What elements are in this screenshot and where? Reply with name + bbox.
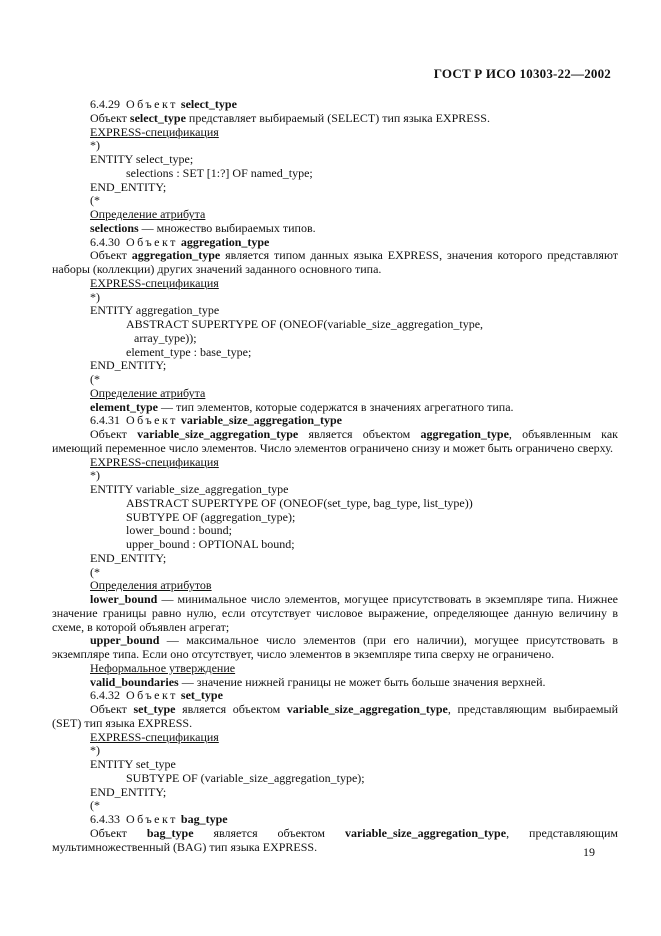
attr-label: Определение атрибута: [90, 385, 206, 400]
code-line: ABSTRACT SUPERTYPE OF (ONEOF(set_type, bag_type, list_type)): [126, 495, 473, 510]
desc-text: Объект: [90, 702, 134, 716]
desc-text: , объявленным как имеющий переменное число элементов. Число элементов ограничено снизу и может быть ограничено сверху.: [52, 427, 618, 455]
code-line: ENTITY aggregation_type: [90, 303, 220, 318]
section-description: [52, 428, 618, 456]
object-word: Объект: [126, 688, 178, 703]
informal-rule: [52, 676, 618, 690]
spec-label: EXPRESS-спецификация: [90, 124, 219, 139]
attr-definition: [52, 222, 618, 236]
code-line: *): [90, 289, 100, 304]
desc-bold: select_type: [129, 110, 186, 125]
desc-text: , представляющим выбираемый (SET) тип языка EXPRESS.: [52, 702, 619, 730]
page-number: 19: [583, 845, 595, 859]
attr-definition: [52, 593, 618, 634]
attr-label: Определения атрибутов: [90, 578, 212, 593]
desc-bold: variable_size_aggregation_type: [137, 427, 299, 441]
desc-text: является объектом: [193, 825, 345, 840]
code-line: (*: [90, 193, 100, 208]
attr-desc: — минимальное число элементов, могущее присутствовать в экземпляре типа. Нижнее значение границы равно нулю, если отсутствует числовое выражение, определяющее данную величину в схеме, в которой объявлен агрегат;: [52, 592, 618, 634]
section-number: 6.4.29: [90, 97, 120, 111]
object-word: Объект: [126, 234, 178, 249]
desc-text: является объектом: [175, 702, 287, 716]
code-line: *): [90, 743, 100, 758]
section-number: 6.4.33: [90, 812, 120, 826]
attr-name: element_type: [90, 399, 158, 414]
section-entity-name: set_type: [180, 688, 223, 703]
code-line: array_type));: [134, 330, 197, 345]
section-description: [52, 703, 618, 731]
attr-desc: — тип элементов, которые содержатся в значениях агрегатного типа.: [157, 399, 514, 414]
desc-text: Объект: [90, 427, 138, 441]
object-word: Объект: [126, 97, 178, 111]
desc-text: , представляющим мультимножественный (BAG) тип языка EXPRESS.: [52, 825, 618, 854]
section-number: 6.4.31: [90, 413, 120, 428]
code-line: END_ENTITY;: [90, 784, 167, 799]
desc-text: Объект: [90, 110, 130, 125]
object-word: Объект: [126, 413, 178, 428]
attr-desc: — множество выбираемых типов.: [138, 220, 316, 235]
attr-label: Определение атрибута: [90, 207, 206, 221]
attr-name: upper_bound: [90, 633, 160, 648]
section-description: [52, 827, 618, 855]
section-number: 6.4.30: [90, 234, 120, 249]
desc-text: Объект: [90, 825, 147, 840]
rule-desc: — значение нижней границы не может быть больше значения верхней.: [178, 674, 546, 689]
desc-bold: aggregation_type: [420, 427, 509, 441]
spec-label: EXPRESS-спецификация: [90, 454, 219, 469]
spec-label: EXPRESS-спецификация: [90, 729, 219, 744]
section-entity-name: select_type: [180, 97, 237, 111]
code-line: END_ENTITY;: [90, 550, 167, 565]
desc-text: является объектом: [298, 427, 421, 441]
code-line: SUBTYPE OF (variable_size_aggregation_type);: [126, 770, 365, 785]
desc-text: является типом данных языка EXPRESS, значения которого представляют наборы (коллекции) других значений заданного основного типа.: [52, 248, 618, 276]
section-entity-name: variable_size_aggregation_type: [180, 413, 343, 428]
document-body: [52, 98, 618, 854]
code-line: upper_bound : OPTIONAL bound;: [126, 537, 295, 551]
code-line: lower_bound : bound;: [126, 523, 232, 538]
section-entity-name: bag_type: [180, 812, 228, 826]
section-number: 6.4.32: [90, 688, 120, 703]
code-line: (*: [90, 372, 100, 386]
section-description: [52, 112, 618, 126]
section-heading-6-4-30: [52, 236, 618, 250]
object-word: Объект: [126, 812, 178, 826]
desc-text: Объект: [90, 248, 132, 263]
code-line: ENTITY set_type: [90, 757, 176, 771]
code-line: END_ENTITY;: [90, 358, 167, 373]
desc-bold: set_type: [133, 702, 176, 716]
rule-name: valid_boundaries: [90, 674, 179, 689]
code-line: (*: [90, 798, 100, 813]
attr-definition: [52, 401, 618, 415]
code-line: SUBTYPE OF (aggregation_type);: [126, 509, 296, 524]
code-line: ENTITY select_type;: [90, 152, 194, 166]
attr-definition: [52, 634, 618, 662]
section-heading-6-4-31: [52, 414, 618, 428]
attr-desc: — максимальное число элементов (при его наличии), могущее присутствовать в экземпляре типа. Если оно отсутствует, число элементов в экземпляре типа сверху не ограничено.: [52, 633, 618, 661]
section-heading-6-4-29: [52, 98, 618, 112]
code-line: *): [90, 468, 100, 483]
code-line: ABSTRACT SUPERTYPE OF (ONEOF(variable_size_aggregation_type,: [126, 317, 484, 331]
code-line: element_type : base_type;: [126, 344, 252, 359]
section-heading-6-4-32: [52, 689, 618, 703]
desc-bold: bag_type: [146, 825, 194, 840]
informal-label: Неформальное утверждение: [90, 660, 236, 675]
desc-bold: variable_size_aggregation_type: [344, 825, 507, 840]
code-line: selections : SET [1:?] OF named_type;: [126, 165, 313, 180]
section-entity-name: aggregation_type: [180, 234, 270, 249]
spec-label: EXPRESS-спецификация: [90, 275, 219, 290]
code-line: END_ENTITY;: [90, 179, 167, 194]
desc-bold: aggregation_type: [131, 248, 221, 263]
desc-text: представляет выбираемый (SELECT) тип языка EXPRESS.: [185, 110, 490, 125]
code-line: ENTITY variable_size_aggregation_type: [90, 482, 289, 496]
code-line: (*: [90, 564, 100, 579]
section-heading-6-4-33: [52, 813, 618, 827]
attr-name: selections: [90, 220, 139, 235]
attr-name: lower_bound: [90, 592, 158, 606]
document-header: ГОСТ Р ИСО 10303-22—2002: [433, 66, 611, 81]
section-description: [52, 249, 618, 277]
code-line: *): [90, 138, 100, 153]
desc-bold: variable_size_aggregation_type: [286, 702, 448, 716]
